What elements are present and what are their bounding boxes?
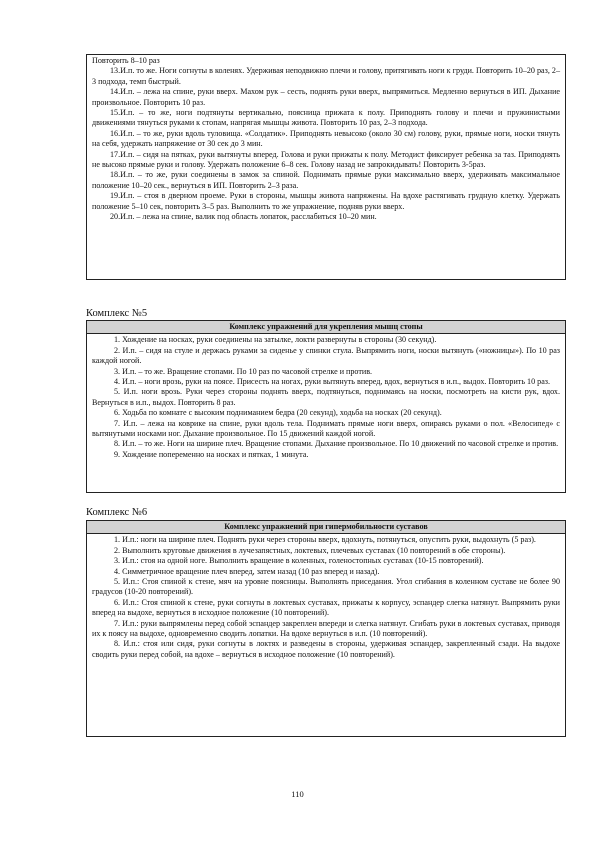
table-row: 7. И.п.: руки выпрямлены перед собой эспандер закреплен впереди и слегка натянут. Сгибать руки в локтевых суставах, приводя их к поясу на выдохе, одновременно сводить лопатки. На вдохе вернуться в и.п. (10 повторений). xyxy=(92,618,560,639)
table-body xyxy=(87,334,565,462)
list-item: 18.И.п. – то же, руки соединены в замок за спиной. Поднимать прямые руки максимально вверх, удерживать максимальное положение 10–20 сек., вернуться в ИП. Повторить 2–3 раза. xyxy=(92,170,560,190)
list-item: 15.И.п. – то же, ноги подтянуты вертикально, поясница прижата к полу. Приподнять голову и плечи и пружинистыми движениями тянуться руками к стопам, напрягая мышцы живота. Повторить 10 раз, 2–3 подхода. xyxy=(92,108,560,128)
table-row: 6. И.п.: Стоя спиной к стене, руки согнуты в локтевых суставах, прижаты к корпусу, эспандер слегка натянут. Выпрямить руки вперед на выдохе, вернуться в исходное положение (10 повторений). xyxy=(92,597,560,618)
complex-5-heading: Комплекс №5 xyxy=(86,308,148,319)
list-item: 16.И.п. – то же, руки вдоль туловища. «Солдатик». Приподнять невысоко (около 30 см) голову, руки, прямые ноги, носки тянуть на себя, удержать напряжение от 30 сек до 3 мин. xyxy=(92,128,560,149)
table-row: 2. Выполнить круговые движения в лучезапястных, локтевых, плечевых суставах (10 повторений в обе стороны). xyxy=(114,545,506,555)
list-item: 19.И.п. – стоя в дверном проеме. Руки в стороны, мышцы живота напряжены. На вдохе растягивать грудную клетку. Удержать положение 5–10 сек, повторить 3–5 раз. Выполнить то же упражнение, подняв руки вверх. xyxy=(92,191,560,211)
table-row: 2. И.п. – сидя на стуле и держась руками за сиденье у спинки стула. Выпрямить ноги, носки вытянуть («ножницы»). По 10 раз каждой ногой. xyxy=(92,345,560,366)
table-row: 3. И.п. – то же. Вращение стопами. По 10 раз по часовой стрелке и против. xyxy=(114,366,373,376)
table-row: 8. И.п.: стоя или сидя, руки согнуты в локтях и разведены в стороны, удерживая эспандер, закрепленный сзади. На выдохе сводить руки перед собой, на вдохе – вернуться в исходное положение (10 повторений). xyxy=(92,639,560,659)
table-row: 4. Симметричное вращение плеч вперед, затем назад (10 раз вперед и назад). xyxy=(114,566,380,576)
table-header: Комплекс упражнений для укрепления мышц стопы xyxy=(87,321,565,334)
table-body xyxy=(87,534,565,662)
table-row: 7. И.п. – лежа на коврике на спине, руки вдоль тела. Поднимать прямые ноги вверх, опираясь руками о пол. «Велосипед» с вытянутыми носками ног. Дыхание произвольное. По 15 движений каждой ногой. xyxy=(92,418,560,439)
list-item: 14.И.п. – лежа на спине, руки вверх. Махом рук – сесть, поднять руки вверх, выпрямиться. Медленно вернуться в ИП. Дыхание произвольное. Повторить 10 раз. xyxy=(92,87,560,107)
table-row: 9. Хождение попеременно на носках и пятках, 1 минута. xyxy=(114,449,309,459)
list-item: 17.И.п. – сидя на пятках, руки вытянуты вперед. Голова и руки прижаты к полу. Методист фиксирует ребенка за таз. Приподнять не высоко прямые руки и голову. Удержать положение 6–8 сек. Голову назад не запрокидывать! Повторить 3-5раз. xyxy=(92,149,560,170)
table-header: Комплекс упражнений при гипермобильности суставов xyxy=(87,521,565,534)
table-row: 3. И.п.: стоя на одной ноге. Выполнить вращение в коленных, голеностопных суставах (10-15 повторений). xyxy=(114,556,484,566)
list-item: 13.И.п. то же. Ноги согнуты в коленях. Удерживая неподвижно плечи и голову, притягивать ноги к груди. Повторить 10–20 раз, 2–3 подхода, темп быстрый. xyxy=(92,66,560,86)
complex-6-table xyxy=(86,520,566,737)
table-row: 1. И.п.: ноги на ширине плеч. Поднять руки через стороны вверх, вдохнуть, потянуться, опустить руки, выдохнуть (5 раз). xyxy=(114,535,536,545)
complex-6-heading: Комплекс №6 xyxy=(86,507,148,518)
list-item: Повторить 8–10 раз xyxy=(92,56,160,65)
complex-5-table xyxy=(86,320,566,493)
table-row: 4. И.п. – ноги врозь, руки на поясе. Присесть на ногах, руки вытянуть вперед, вдох, вернуться в и.п., выдох. Повторить 10 раз. xyxy=(114,377,551,387)
table-row: 8. И.п. – то же. Ноги на ширине плеч. Вращение стопами. Дыхание произвольное. По 10 движений по часовой стрелке и против. xyxy=(114,439,559,449)
table-row: 6. Ходьба по комнате с высоким подниманием бедра (20 секунд), ходьба на носках (20 секунд). xyxy=(114,408,442,418)
table-row: 5. И.п.: Стоя спиной к стене, мяч на уровне поясницы. Выполнять приседания. Угол сгибания в коленном суставе не более 90 градусов (10-20 повторений). xyxy=(92,577,560,597)
exercise-continuation-box xyxy=(86,54,566,280)
table-row: 5. И.п. ноги врозь. Руки через стороны поднять вверх, подтянуться, поднимаясь на носки, посмотреть на кисти рук, вдох. Вернуться в и.п., выдох. Повторить 8 раз. xyxy=(92,387,560,407)
list-item: 20.И.п. – лежа на спине, валик под область лопаток, расслабиться 10–20 мин. xyxy=(110,212,377,222)
page-number: 110 xyxy=(291,789,304,799)
table-row: 1. Хождение на носках, руки соединены на затылке, локти развернуты в стороны (30 секунд). xyxy=(114,335,437,345)
